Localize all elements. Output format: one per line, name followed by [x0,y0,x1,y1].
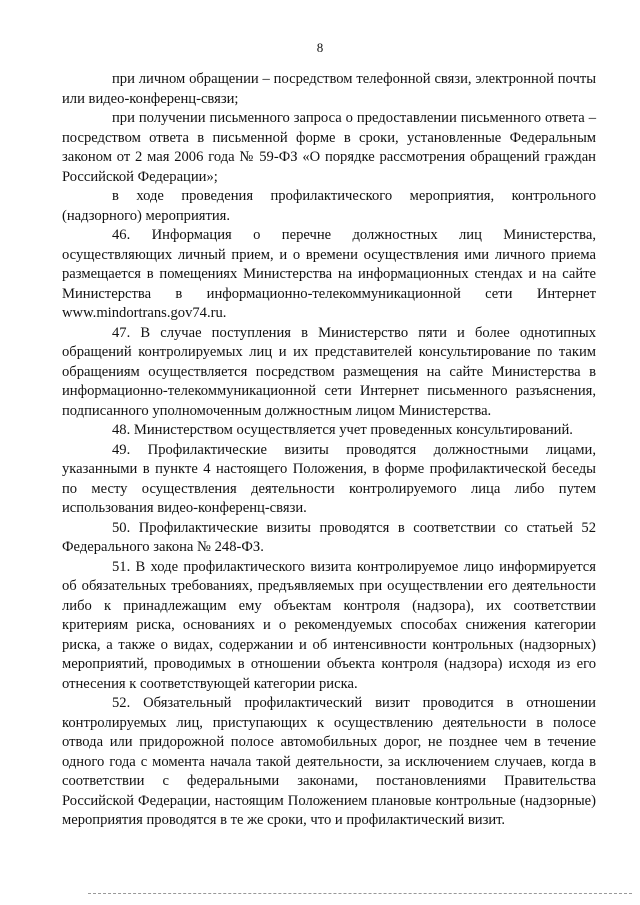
paragraph: при личном обращении – посредством телефонной связи, электронной почты или видео-конференц-связи; [62,71,596,107]
paragraph-52: 52. Обязательный профилактический визит проводится в отношении контролируемых лиц, приступающих к осуществлению деятельности в полосе отвода или придорожной полосе автомобильных дорог, не позднее чем в течение одного года с момента начала такой деятельности, за исключением случаев, когда в соответствии с федеральными законами, постановлениями Правительства Российской Федерации, настоящим Положением плановые контрольные (надзорные) мероприятия проводятся в те же сроки, что и профилактический визит. [62,695,596,828]
paragraph-47: 47. В случае поступления в Министерство пяти и более однотипных обращений контролируемых лиц и их представителей консультирование по таким обращениям осуществляется посредством размещения на сайте Министерства в информационно-телекоммуникационной сети Интернет письменного разъяснения, подписанного уполномоченным должностным лицом Министерства. [62,324,596,419]
paragraph-51: 51. В ходе профилактического визита контролируемое лицо информируется об обязательных требованиях, предъявляемых при осуществлении его деятельности либо к принадлежащим ему объектам контроля (надзора), их соответствии критериям риска, основаниях и о рекомендуемых способах снижения категории риска, а также о видах, содержании и об интенсивности контрольных (надзорных) мероприятий, проводимых в отношении объекта контроля (надзора) исходя из его отнесения к соответствующей категории риска. [62,558,596,692]
paragraph-50: 50. Профилактические визиты проводятся в соответствии со статьей 52 Федерального закона № 248-ФЗ. [62,519,596,555]
document-body [62,70,596,831]
paragraph-46: 46. Информация о перечне должностных лиц Министерства, осуществляющих личный прием, и о времени осуществления ими личного приема размещается в помещениях Министерства на информационных стендах и на сайте Министерства в информационно-телекоммуникационной сети Интернет www.mindortrans.gov74.ru. [62,227,596,321]
paragraph: в ходе проведения профилактического мероприятия, контрольного (надзорного) мероприятия. [62,188,596,224]
paragraph-49: 49. Профилактические визиты проводятся должностными лицами, указанными в пункте 4 настоящего Положения, в форме профилактической беседы по месту осуществления деятельности контролируемого лица либо путем использования видео-конференц-связи. [62,441,596,516]
page-number: 8 [316,40,324,55]
paragraph: при получении письменного запроса о предоставлении письменного ответа – посредством ответа в письменной форме в сроки, установленные Федеральным законом от 2 мая 2006 года № 59-ФЗ «О порядке рассмотрения обращений граждан Российской Федерации»; [62,110,596,185]
scan-edge-rule [88,893,632,894]
paragraph-48: 48. Министерством осуществляется учет проведенных консультирований. [112,422,573,438]
